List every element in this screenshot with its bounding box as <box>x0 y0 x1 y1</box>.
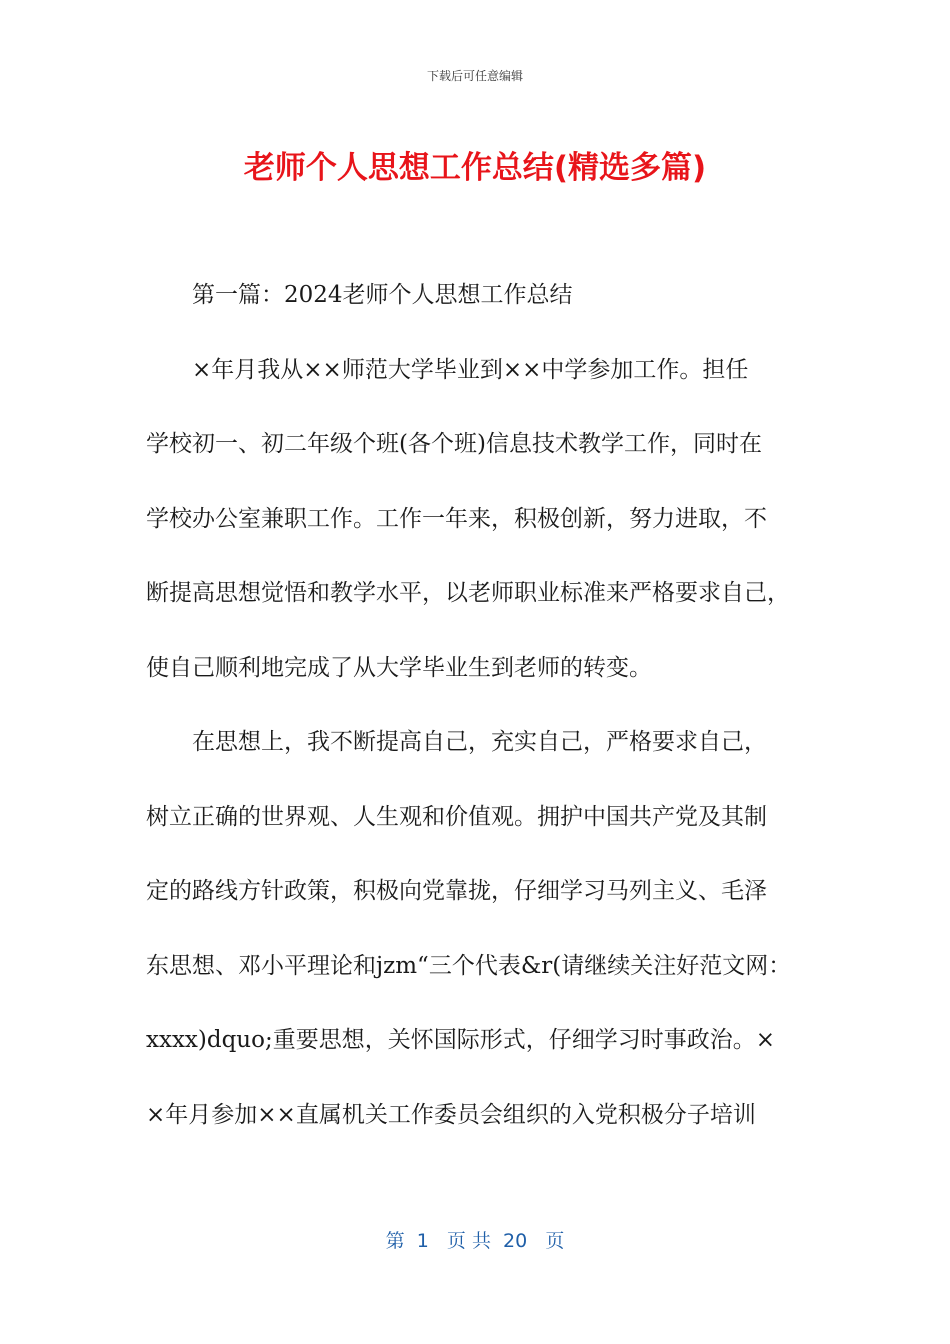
body-line: ×年月参加××直属机关工作委员会组织的入党积极分子培训 <box>146 1102 756 1128</box>
body-line: 树立正确的世界观、人生观和价值观。拥护中国共产党及其制 <box>146 804 767 830</box>
header-note: 下载后可任意编辑 <box>426 69 523 83</box>
body-line: xxxx)dquo;重要思想，关怀国际形式，仔细学习时事政治。× <box>146 1027 775 1053</box>
body-line: 定的路线方针政策，积极向党靠拢，仔细学习马列主义、毛泽 <box>146 878 767 904</box>
body-line: 使自己顺利地完成了从大学毕业生到老师的转变。 <box>146 655 652 681</box>
body-line: 第一篇：2024老师个人思想工作总结 <box>146 282 573 308</box>
body-line: 在思想上，我不断提高自己，充实自己，严格要求自己， <box>146 729 767 755</box>
body-line: ×年月我从××师范大学毕业到××中学参加工作。担任 <box>146 357 749 383</box>
page-number-footer: 第 1 页 共 20 页 <box>385 1230 565 1252</box>
document-title: 老师个人思想工作总结(精选多篇) <box>243 150 707 186</box>
body-line: 断提高思想觉悟和教学水平，以老师职业标准来严格要求自己， <box>146 580 790 606</box>
body-line: 东思想、邓小平理论和jzm“三个代表&r(请继续关注好范文网： <box>146 953 792 979</box>
body-line: 学校初一、初二年级个班(各个班)信息技术教学工作，同时在 <box>146 431 762 457</box>
body-line: 学校办公室兼职工作。工作一年来，积极创新，努力进取，不 <box>146 506 767 532</box>
